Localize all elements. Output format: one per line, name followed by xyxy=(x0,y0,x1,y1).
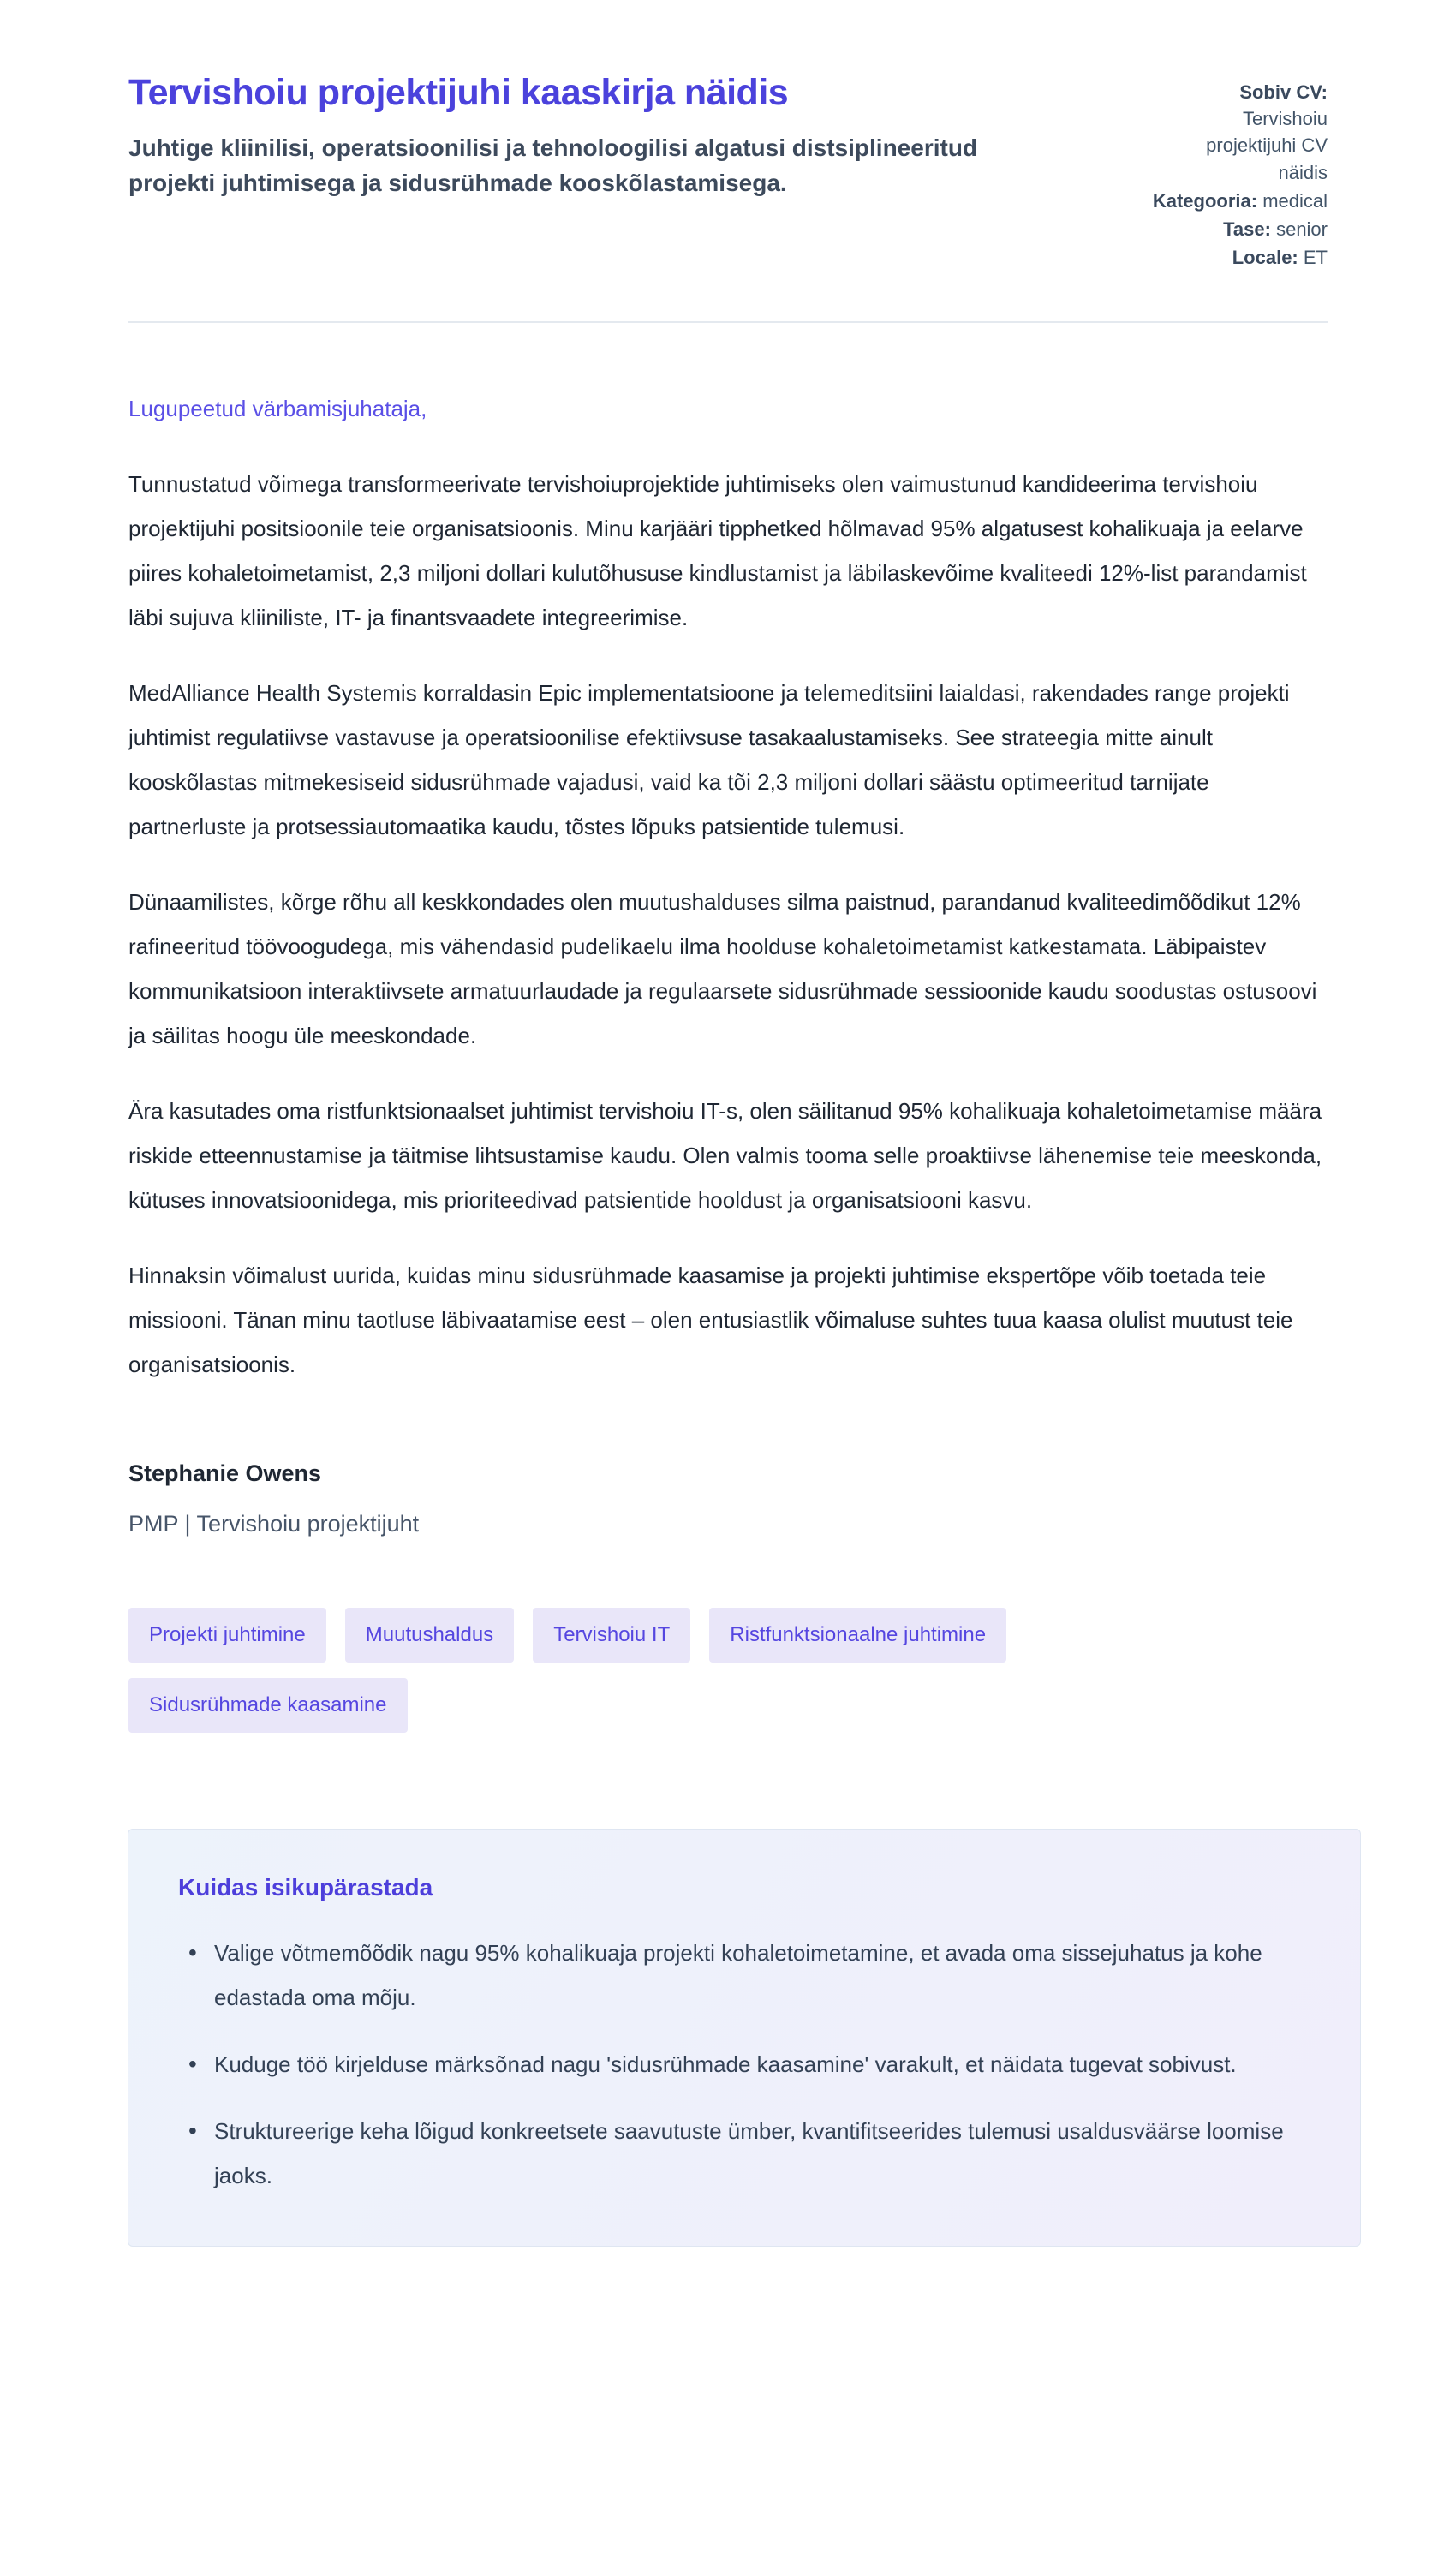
signature-title: PMP | Tervishoiu projektijuht xyxy=(128,1510,420,1537)
letter-paragraph: Ära kasutades oma ristfunktsionaalset juhtimist tervishoiu IT-s, olen säilitanud 95% kohalikuaja kohaletoimetamise määra riskide etteennustamise ja täitmise lihtsustamise kaudu. Olen valmis tooma selle proaktiivse lähenemise teie meeskonda, kütuses innovatsioonidega, mis prioriteedivad patsientide hooldust ja organisatsiooni kasvu. xyxy=(128,1097,1322,1213)
meta-panel xyxy=(1103,72,1328,273)
letter-paragraph: Tunnustatud võimega transformeerivate tervishoiuprojektide juhtimiseks olen vaimustunud kandideerima tervishoiu projektijuhi positsioonile teie organisatsioonis. Minu karjääri tipphetked hõlmavad 95% algatusest kohalikuaja ja eelarve piires kohaletoimetamist, 2,3 miljoni dollari kulutõhususe kindlustamist ja läbilaskevõime kvaliteedi 12%-list parandamist läbi sujuva kliiniliste, IT- ja finantsvaadete integreerimise. xyxy=(128,470,1307,630)
tag-project-management[interactable]: Projekti juhtimine xyxy=(128,1608,326,1663)
meta-item-matching-cv xyxy=(1103,79,1328,186)
skill-tags xyxy=(128,1608,1199,1733)
tip-item: • Kuduge töö kirjelduse märksõnad nagu 'sidusrühmade kaasamine' varakult, et näidata tugevat sobivust. xyxy=(178,2042,1310,2086)
meta-item-locale xyxy=(1103,244,1328,271)
cover-letter-page xyxy=(128,0,1328,2247)
meta-label: Sobiv CV: xyxy=(1239,81,1328,103)
letter-paragraph: Dünaamilistes, kõrge rõhu all keskkondades olen muutushalduses silma paistnud, parandanud kvaliteedimõõdikut 12% rafineeritud töövoogudega, mis vähendasid pudelikaelu ilma hoolduse kohaletoimetamist katkestamata. Läbipaistev kommunikatsioon interaktiivsete armatuurlaudade ja regulaarsete sidusrühmade sessioonide kaudu soodustas ostusoovi ja säilitas hoogu üle meeskondade. xyxy=(128,888,1317,1048)
tag-cross-functional-leadership[interactable]: Ristfunktsionaalne juhtimine xyxy=(709,1608,1006,1663)
page-title: Tervishoiu projektijuhi kaaskirja näidis xyxy=(128,72,789,113)
meta-label: Kategooria: xyxy=(1152,189,1263,212)
meta-value: senior xyxy=(1276,218,1328,241)
tips-list xyxy=(178,1931,1310,2198)
letter-body xyxy=(128,386,1328,1537)
tag-stakeholder-engagement[interactable]: Sidusrühmade kaasamine xyxy=(128,1678,408,1733)
personalization-tips-box xyxy=(128,1829,1361,2247)
meta-label: Tase: xyxy=(1223,218,1277,241)
header-left xyxy=(128,72,1103,201)
meta-label: Locale: xyxy=(1232,247,1304,269)
letter-paragraph: MedAlliance Health Systemis korraldasin Epic implementatsioone ja telemeditsiini laialdasi, rakendades range projekti juhtimist regulatiivse vastavuse ja operatsioonilise efektiivsuse tasakaalustamiseks. See strateegia mitte ainult kooskõlastas mitmekesiseid sidusrühmade vajadusi, vaid ka tõi 2,3 miljoni dollari säästu optimeeritud tarnijate partnerluste ja protsessiautomaatika kaudu, tõstes lõpuks patsientide tulemusi. xyxy=(128,679,1290,839)
header xyxy=(128,72,1328,273)
signature-block xyxy=(128,1460,1328,1537)
meta-item-level xyxy=(1103,216,1328,242)
tag-healthcare-it[interactable]: Tervishoiu IT xyxy=(533,1608,690,1663)
tag-change-management[interactable]: Muutushaldus xyxy=(345,1608,514,1663)
meta-value: ET xyxy=(1303,247,1328,269)
letter-greeting: Lugupeetud värbamisjuhataja, xyxy=(128,395,427,421)
signature-name: Stephanie Owens xyxy=(128,1460,322,1486)
meta-value: Tervishoiu projektijuhi CV näidis xyxy=(1206,108,1328,183)
meta-item-category xyxy=(1103,188,1328,214)
tips-heading: Kuidas isikupärastada xyxy=(178,1873,433,1901)
tip-item: • Struktureerige keha lõigud konkreetsete saavutuste ümber, kvantifitseerides tulemusi usaldusväärse loomise jaoks. xyxy=(178,2109,1310,2198)
tip-item: • Valige võtmemõõdik nagu 95% kohalikuaja projekti kohaletoimetamine, et avada oma sissejuhatus ja kohe edastada oma mõju. xyxy=(178,1931,1310,2020)
meta-value: medical xyxy=(1262,189,1328,212)
page-subtitle: Juhtige kliinilisi, operatsioonilisi ja tehnoloogilisi algatusi distsiplineeritud projekti juhtimisega ja sidusrühmade kooskõlastamisega. xyxy=(128,134,978,197)
header-divider xyxy=(128,321,1328,323)
letter-paragraph: Hinnaksin võimalust uurida, kuidas minu sidusrühmade kaasamise ja projekti juhtimise ekspertõpe võib toetada teie missiooni. Tänan minu taotluse läbivaatamise eest – olen entusiastlik võimaluse suhtes tuua kaasa olulist muutust teie organisatsioonis. xyxy=(128,1262,1293,1377)
